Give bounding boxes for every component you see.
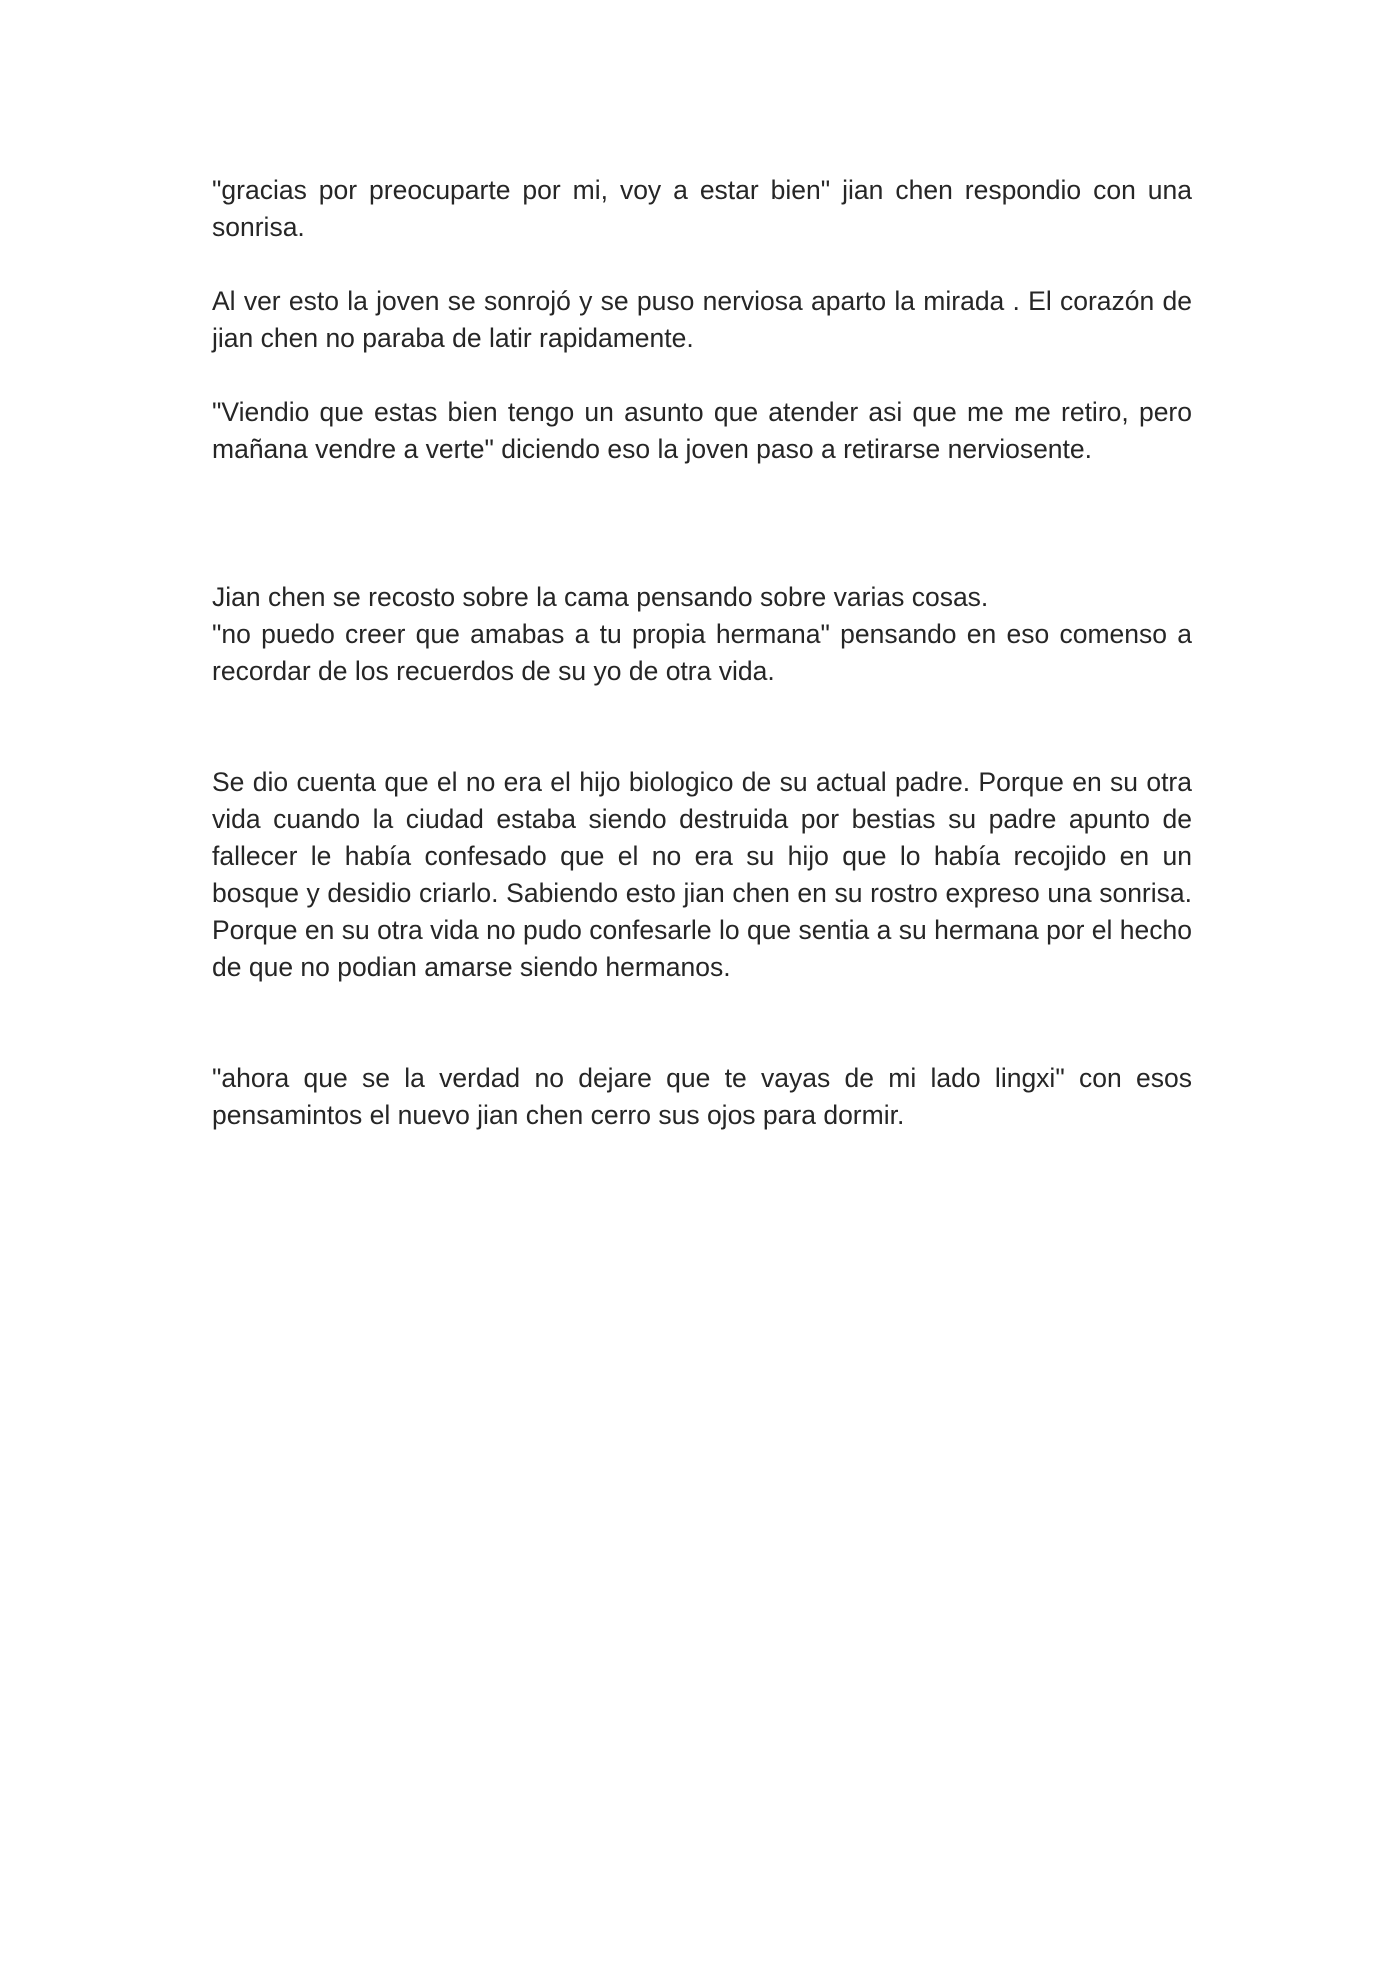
paragraph-spacer (212, 468, 1192, 579)
paragraph-3: "Viendio que estas bien tengo un asunto que atender asi que me me retiro, pero mañana vendre a verte" diciendo eso la joven paso a retirarse nerviosente. (212, 397, 1192, 464)
paragraph-5: "no puedo creer que amabas a tu propia hermana" pensando en eso comenso a recordar de los recuerdos de su yo de otra vida. (212, 619, 1192, 686)
paragraph-4: Jian chen se recosto sobre la cama pensando sobre varias cosas. (212, 582, 989, 612)
paragraph-2: Al ver esto la joven se sonrojó y se puso nerviosa aparto la mirada . El corazón de jian chen no paraba de latir rapidamente. (212, 286, 1192, 353)
document-body (212, 172, 1192, 1134)
paragraph-1: "gracias por preocuparte por mi, voy a estar bien" jian chen respondio con una sonrisa. (212, 175, 1192, 242)
paragraph-7: "ahora que se la verdad no dejare que te vayas de mi lado lingxi" con esos pensamintos el nuevo jian chen cerro sus ojos para dormir. (212, 1063, 1192, 1130)
paragraph-spacer (212, 357, 1192, 394)
paragraph-6: Se dio cuenta que el no era el hijo biologico de su actual padre. Porque en su otra vida cuando la ciudad estaba siendo destruida por bestias su padre apunto de fallecer le había confesado que el no era su hijo que lo había recojido en un bosque y desidio criarlo. Sabiendo esto jian chen en su rostro expreso una sonrisa. Porque en su otra vida no pudo confesarle lo que sentia a su hermana por el hecho de que no podian amarse siendo hermanos. (212, 767, 1192, 982)
paragraph-spacer (212, 690, 1192, 764)
paragraph-spacer (212, 246, 1192, 283)
paragraph-spacer (212, 986, 1192, 1060)
